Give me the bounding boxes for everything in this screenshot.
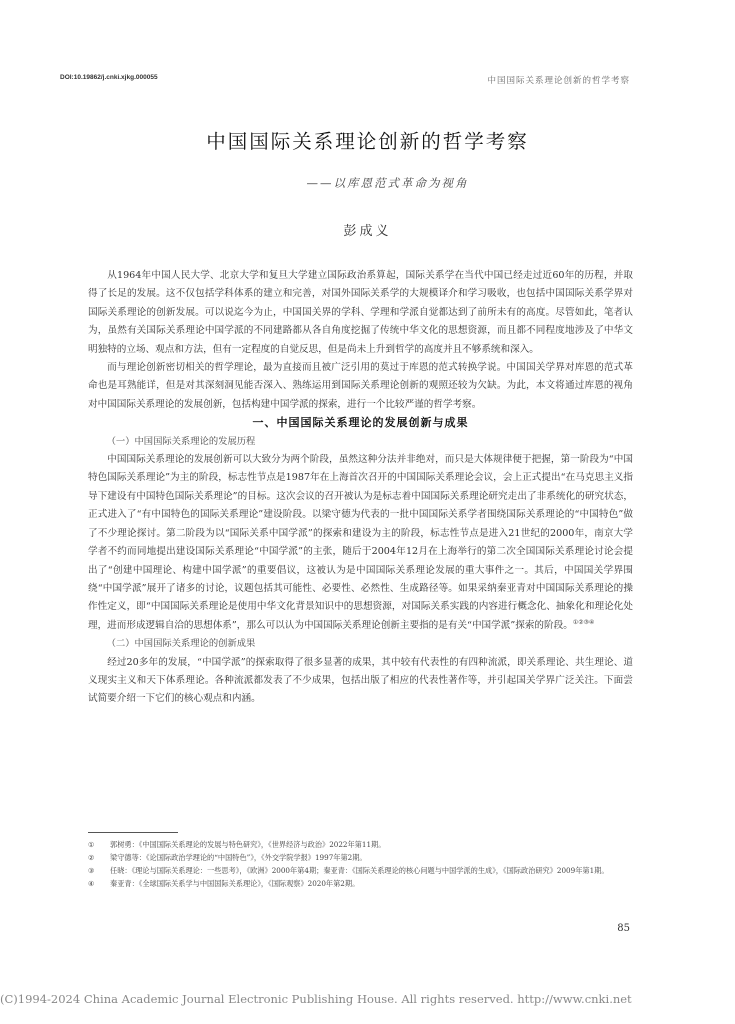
footnote-number: ④	[88, 879, 95, 888]
running-head: 中国国际关系理论创新的哲学考察	[487, 76, 630, 86]
footnote-rule	[88, 832, 178, 833]
article-title: 中国国际关系理论创新的哲学考察	[206, 130, 529, 153]
subsection-heading-1: （一）中国国际关系理论的发展历程	[106, 435, 256, 447]
footnotes	[88, 838, 633, 890]
footnote-number: ③	[88, 866, 95, 875]
footnote-number: ①	[88, 840, 95, 849]
footnote-number: ②	[88, 853, 95, 862]
intro-paragraph-1: 从1964年中国人民大学、北京大学和复旦大学建立国际政治系算起，国际关系学在当代中国已经走过近60年的历程，并取得了长足的发展。这不仅包括学科体系的建立和完善，对国外国际关系学的大规模译介和学习吸收，也包括中国国际关系学界对国际关系理论的创新发展。可以说迄今为止，中国国关界的学科、学理和学派自觉都达到了前所未有的高度。尽管如此，笔者认为，虽然有关国际关系理论中国学派的不同建路都从各自角度挖掘了传统中华文化的思想资源，而且都不同程度地涉及了中华文明独特的立场、观点和方法，但有一定程度的自觉反思，但是尚未上升到哲学的高度并且不够系统和深入。	[88, 270, 633, 355]
copyright-notice: (C)1994-2024 China Academic Journal Electronic Publishing House. All rights reserved. http://www.cnki.net	[0, 992, 632, 1006]
footnote-text: 任晓：《理论与国际关系理论：一些思考》，《欧洲》2000年第4期；秦亚青：《国际关系理论的核心问题与中国学派的生成》，《国际政治研究》2009年第1期。	[110, 866, 609, 875]
article-body	[88, 267, 633, 709]
footnote-ref-1: ①	[572, 618, 579, 626]
section-heading: 一、中国国际关系理论的发展创新与成果	[252, 417, 469, 430]
footnote-ref-2: ②	[578, 618, 584, 626]
author-name: 彭成义	[343, 224, 392, 239]
section-paragraph-2: 经过20多年的发展，“中国学派”的探索取得了很多显著的成果，其中较有代表性的有四种流派，即关系理论、共生理论、道义现实主义和天下体系理论。各种流派都发表了不少成果，包括出版了相应的代表性著作等，并引起国关学界广泛关注。下面尝试简要介绍一下它们的核心观点和内涵。	[88, 656, 633, 705]
footnote	[88, 838, 633, 851]
section-paragraph-1	[88, 451, 633, 635]
section-paragraph-1-text: 中国国际关系理论的发展创新可以大致分为两个阶段，虽然这种分法并非绝对，而只是大体规律便于把握，第一阶段为“中国特色国际关系理论”为主的阶段，标志性节点是1987年在上海首次召开的中国国际关系理论会议，会上正式提出“在马克思主义指导下建设有中国特色国际关系理论”的目标。这次会议的召开被认为是标志着中国国际关系理论研究走出了非系统化的研究状态，正式进入了“有中国特色的国际关系理论”建设阶段。以梁守德为代表的一批中国国际关系学者围绕国际关系理论的“中国特色”做了不少理论探讨。第二阶段为以“国际关系中国学派”的探索和建设为主的阶段，标志性节点是进入21世纪的2000年，南京大学学者不约而同地提出建设国际关系理论“中国学派”的主张，随后于2004年12月在上海举行的第二次全国国际关系理论讨论会提出了“创建中国理论、构建中国学派”的重要倡议，这被认为是中国国际关系理论发展的重大事件之一。其后，中国国关学界围绕“中国学派”展开了诸多的讨论，议题包括其可能性、必要性、必然性、生成路径等。如果采纳秦亚青对中国国际关系理论的操作性定义，即“中国国际关系理论是使用中华文化背景知识中的思想资源，对国际关系实践的内容进行概念化、抽象化和理论化处理，进而形成逻辑自洽的思想体系”，那么可以认为中国国际关系理论创新主要指的是有关“中国学派”探索的阶段。	[88, 454, 633, 631]
footnote-ref-3: ③	[583, 618, 589, 626]
footnote-ref-4: ④	[588, 618, 595, 626]
page-number: 85	[617, 923, 630, 934]
doi-label: DOI:10.19862/j.cnki.xjkg.000055	[60, 74, 158, 81]
article-subtitle: ——以库恩范式革命为视角	[306, 176, 469, 190]
footnote	[88, 864, 633, 877]
footnote-text: 郭树勇：《中国国际关系理论的发展与特色研究》，《世界经济与政治》2022年第11期。	[110, 840, 386, 849]
footnote	[88, 851, 633, 864]
intro-paragraph-2: 而与理论创新密切相关的哲学理论，最为直接而且被广泛引用的莫过于库恩的范式转换学说。中国国关学界对库恩的范式革命也是耳熟能详，但是对其深刻洞见能否深入、熟练运用到国际关系理论创新的观照还较为欠缺。为此，本文将通过库恩的视角对中国国际关系理论的发展创新，包括构建中国学派的探索，进行一个比较严谨的哲学考察。	[88, 362, 633, 410]
footnote-text: 秦亚青：《全球国际关系学与中国国际关系理论》，《国际观察》2020年第2期。	[110, 879, 360, 888]
footnote-text: 梁守德等：《论国际政治学理论的“中国特色”》，《外交学院学报》1997年第2期。	[110, 853, 367, 862]
subsection-heading-2: （二）中国国际关系理论的创新成果	[106, 638, 256, 650]
footnote	[88, 877, 633, 890]
